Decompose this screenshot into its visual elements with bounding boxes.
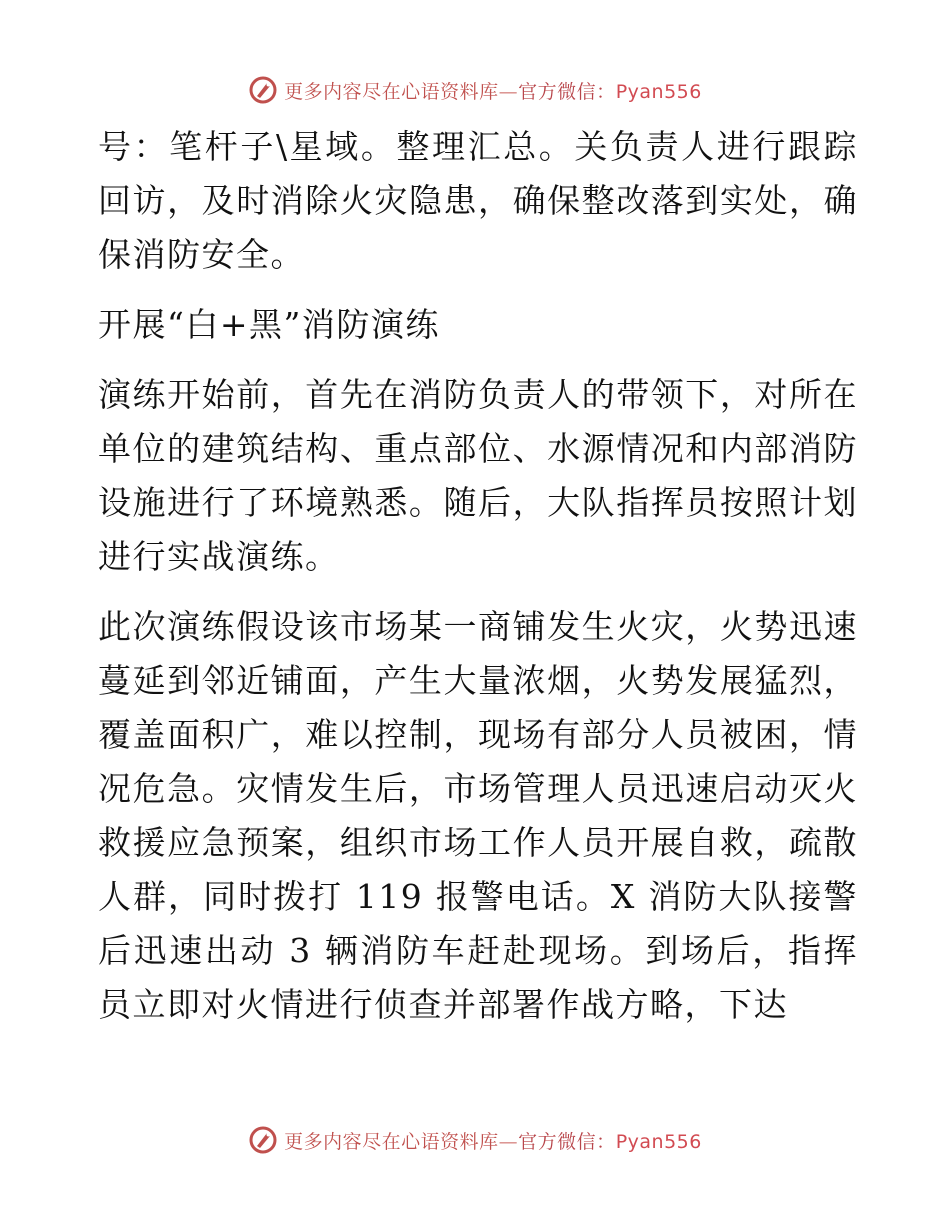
paragraph-2: 演练开始前，首先在消防负责人的带领下，对所在单位的建筑结构、重点部位、水源情况和内部消防设施进行了环境熟悉。随后，大队指挥员按照计划进行实战演练。 (98, 375, 858, 576)
banner-handle: Pyan556 (615, 1130, 702, 1153)
banner-separator: — (498, 1130, 519, 1153)
banner-main-text: 更多内容尽在心语资料库 (284, 80, 499, 103)
section-heading: 开展“白+黑”消防演练 (98, 305, 440, 344)
footer-banner (0, 1120, 950, 1160)
header-banner (0, 70, 950, 110)
banner-handle: Pyan556 (615, 80, 702, 103)
banner-text (284, 77, 702, 104)
banner-official-label: 官方微信： (518, 1130, 616, 1153)
document-body (98, 120, 858, 1048)
banner-official-label: 官方微信： (518, 80, 616, 103)
paragraph-3: 此次演练假设该市场某一商铺发生火灾，火势迅速蔓延到邻近铺面，产生大量浓烟，火势发展猛烈，覆盖面积广，难以控制，现场有部分人员被困，情况危急。灾情发生后，市场管理人员迅速启动灭火救援应急预案，组织市场工作人员开展自救，疏散人群，同时拨打 119 报警电话。X 消防大队接警后迅速出动 3 辆消防车赶赴现场。到场后，指挥员立即对火情进行侦查并部署作战方略，下达 (98, 607, 858, 1024)
banner-main-text: 更多内容尽在心语资料库 (284, 1130, 499, 1153)
banner-separator: — (498, 80, 519, 103)
pen-logo-icon (248, 75, 278, 105)
pen-logo-icon (248, 1125, 278, 1155)
paragraph-1: 号：笔杆子\星域。整理汇总。关负责人进行跟踪回访，及时消除火灾隐患，确保整改落到实处，确保消防安全。 (98, 127, 858, 274)
banner-text (284, 1127, 702, 1154)
